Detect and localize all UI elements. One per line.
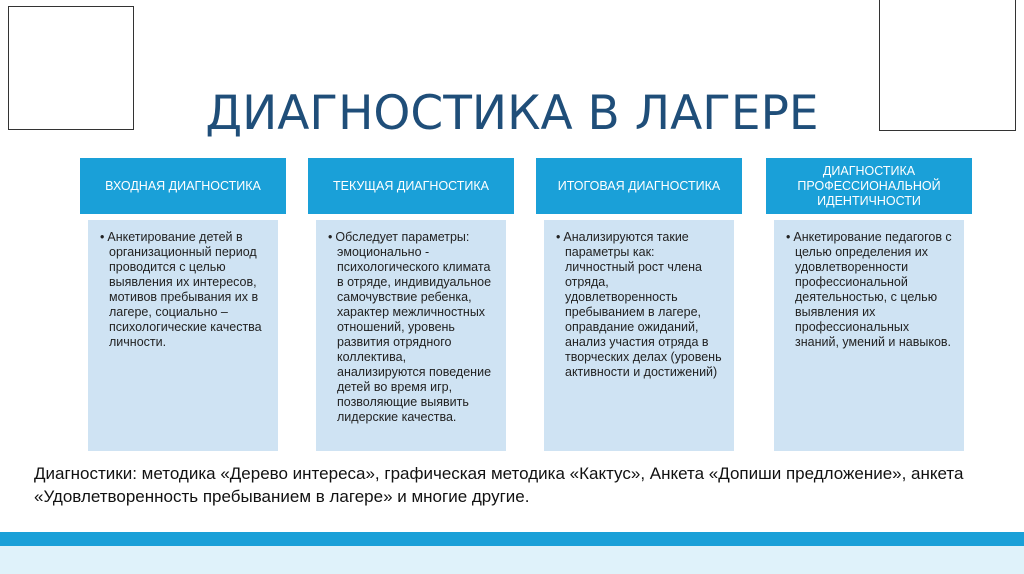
column-current-diagnostics — [308, 158, 514, 451]
column-header: ТЕКУЩАЯ ДИАГНОСТИКА — [308, 158, 514, 214]
accent-stripe-light — [0, 546, 1024, 574]
bullet-item: • Анализируются такие параметры как: личностный рост члена отряда, удовлетворенность пребыванием в лагере, оправдание ожиданий, анализ участия отряда в творческих делах (уровень активности и достижений) — [556, 230, 722, 380]
column-body — [88, 220, 278, 451]
column-professional-identity — [766, 158, 972, 451]
column-body — [774, 220, 964, 451]
bullet-item: • Обследует параметры: эмоционально - психологического климата в отряде, индивидуальное самочувствие ребенка, характер межличностных отношений, уровень развития отрядного коллектива, анализируются поведение детей во время игр, позволяющие выявить лидерские качества. — [328, 230, 494, 425]
accent-stripe — [0, 532, 1024, 546]
footer-text: Диагностики: методика «Дерево интереса», графическая методика «Кактус», Анкета «Допиши предложение», анкета «Удовлетворенность пребыванием в лагере» и многие другие. — [34, 464, 964, 506]
bullet-item: • Анкетирование детей в организационный период проводится с целью выявления их интересов, мотивов пребывания их в лагере, социально – психологические качества личности. — [100, 230, 266, 350]
column-header: ИТОГОВАЯ ДИАГНОСТИКА — [536, 158, 742, 214]
bullet-item: • Анкетирование педагогов с целью определения их удовлетворенности профессиональной деятельностью, с целью выявления их профессиональных знаний, умений и навыков. — [786, 230, 952, 350]
column-header: ДИАГНОСТИКА ПРОФЕССИОНАЛЬНОЙ ИДЕНТИЧНОСТИ — [766, 158, 972, 214]
column-entry-diagnostics — [80, 158, 286, 451]
column-final-diagnostics — [536, 158, 742, 451]
column-body — [544, 220, 734, 451]
slide-title: ДИАГНОСТИКА В ЛАГЕРЕ — [205, 86, 819, 141]
bottom-decorative-bar — [0, 528, 1024, 574]
column-body — [316, 220, 506, 451]
column-header: ВХОДНАЯ ДИАГНОСТИКА — [80, 158, 286, 214]
